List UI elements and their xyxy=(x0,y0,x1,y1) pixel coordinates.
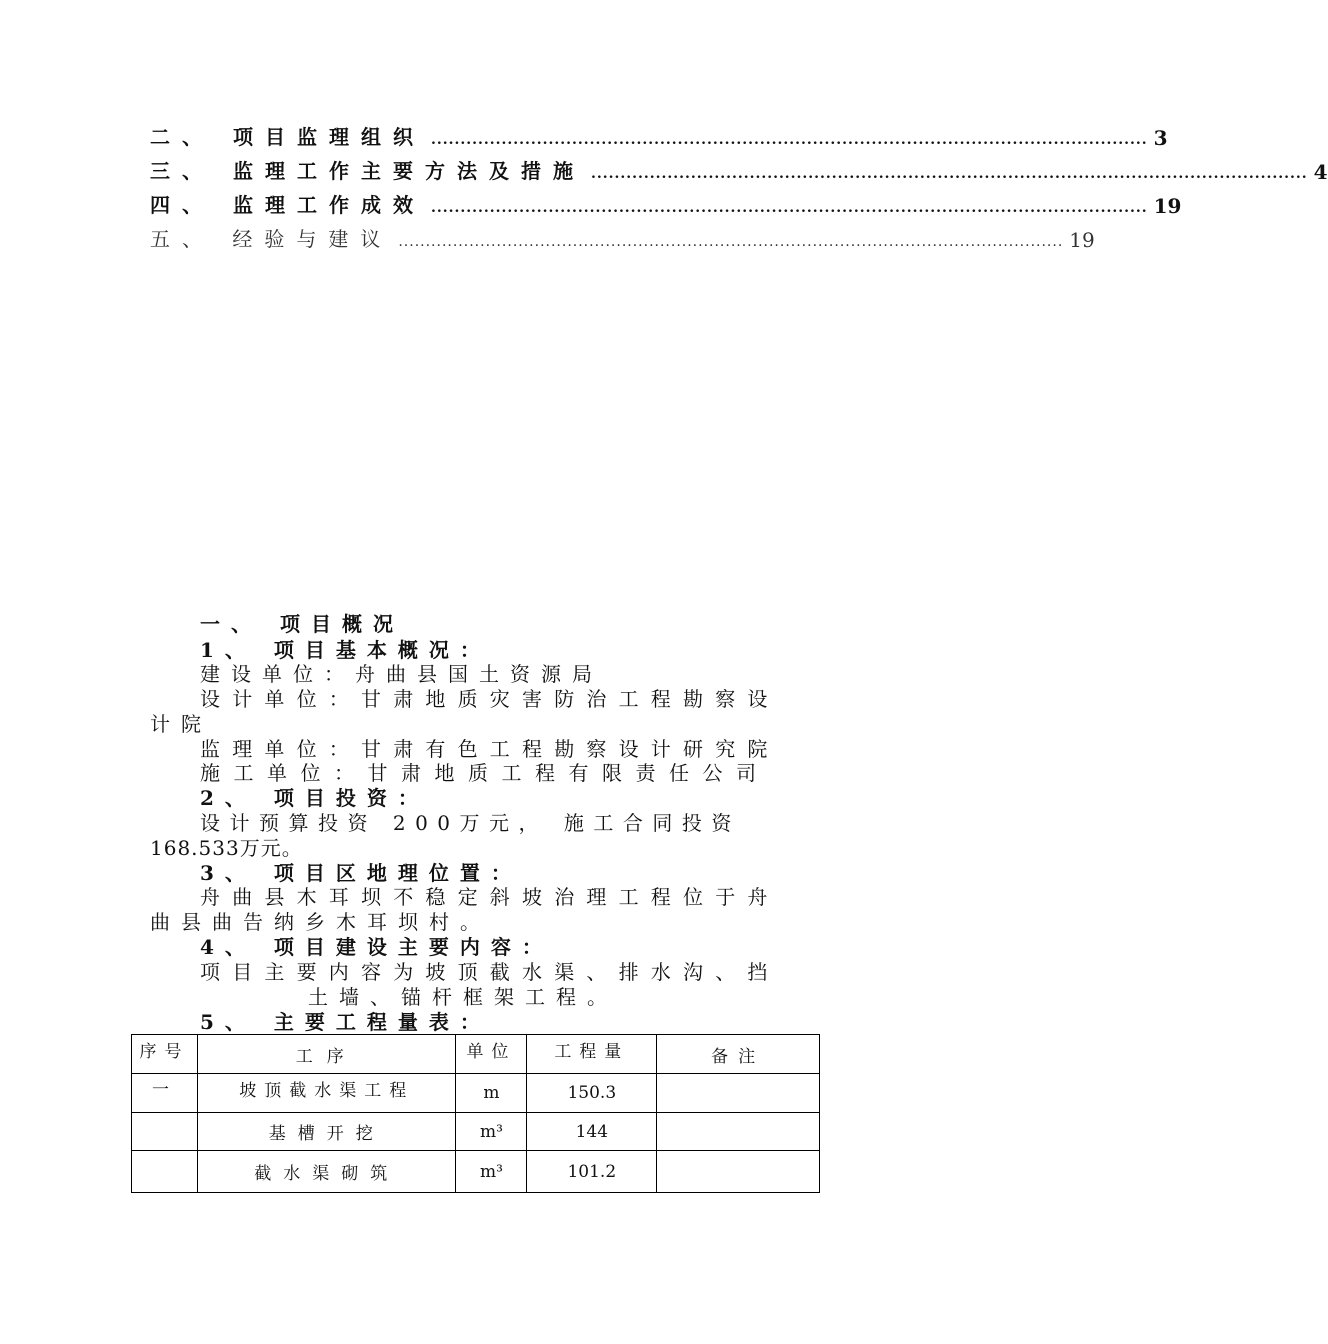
cell-quantity: 144 xyxy=(527,1113,657,1151)
toc-entry[interactable] xyxy=(150,158,1328,184)
header-cell-unit: 单位 xyxy=(456,1035,527,1074)
toc-entry-title: 二、 项目监理组织 xyxy=(150,125,425,149)
toc-entry[interactable] xyxy=(150,192,1182,218)
quantity-table xyxy=(131,1034,820,1193)
toc-entry-title: 五、 经验与建议 xyxy=(150,227,393,251)
section-title: 一、 项目概况 xyxy=(200,612,404,636)
header-cell-quantity: 工程量 xyxy=(527,1035,657,1074)
toc-leader-dots: .......................................................................................................................... xyxy=(590,166,1308,182)
design-unit-line2: 计院 xyxy=(150,712,212,736)
content-line1: 项目主要内容为坡顶截水渠、排水沟、挡 xyxy=(200,960,780,984)
toc-leader-dots: .......................................................................................................................... xyxy=(430,200,1148,216)
cell-no: 一 xyxy=(132,1074,198,1113)
cell-process: 基槽开挖 xyxy=(197,1113,456,1151)
table-header-row xyxy=(132,1035,820,1074)
toc-leader-dots: .......................................................................................................................... xyxy=(430,132,1148,148)
cell-process: 截水渠砌筑 xyxy=(197,1151,456,1193)
header-cell-process: 工序 xyxy=(197,1035,456,1074)
toc-entry-title: 三、 监理工作主要方法及措施 xyxy=(150,159,585,183)
quantity-table-heading: 5、 主要工程量表： xyxy=(200,1010,491,1034)
header-cell-no: 序号 xyxy=(132,1035,198,1074)
toc-entry-page: 4 xyxy=(1313,160,1328,184)
cell-note xyxy=(657,1151,820,1193)
table-row xyxy=(132,1113,820,1151)
content-heading: 4、 项目建设主要内容： xyxy=(200,935,553,959)
table-row xyxy=(132,1151,820,1193)
cell-quantity: 150.3 xyxy=(527,1074,657,1113)
toc-entry[interactable] xyxy=(150,124,1168,150)
table-row xyxy=(132,1074,820,1113)
toc-entry[interactable] xyxy=(150,226,1095,252)
cell-process: 坡顶截水渠工程 xyxy=(197,1074,456,1113)
toc-entry-page: 19 xyxy=(1069,228,1095,252)
cell-note xyxy=(657,1074,820,1113)
cell-unit: m³ xyxy=(456,1151,527,1193)
cell-quantity: 101.2 xyxy=(527,1151,657,1193)
investment-heading: 2、 项目投资： xyxy=(200,786,429,810)
location-line2: 曲县曲告纳乡木耳坝村。 xyxy=(150,910,491,934)
construction-unit: 建设单位：舟曲县国土资源局 xyxy=(200,662,603,686)
contractor-unit: 施工单位：甘肃地质工程有限责任公司 xyxy=(200,761,770,785)
location-line1: 舟曲县木耳坝不稳定斜坡治理工程位于舟 xyxy=(200,885,780,909)
location-heading: 3、 项目区地理位置： xyxy=(200,861,522,885)
cell-unit: m xyxy=(456,1074,527,1113)
cell-note xyxy=(657,1113,820,1151)
supervision-unit: 监理单位：甘肃有色工程勘察设计研究院 xyxy=(200,737,780,761)
basic-overview-heading: 1、 项目基本概况： xyxy=(200,638,491,662)
investment-line2: 168.533万元。 xyxy=(150,836,303,860)
header-cell-note: 备注 xyxy=(657,1035,820,1074)
cell-no xyxy=(132,1151,198,1193)
cell-no xyxy=(132,1113,198,1151)
toc-entry-title: 四、 监理工作成效 xyxy=(150,193,425,217)
cell-unit: m³ xyxy=(456,1113,527,1151)
toc-entry-page: 19 xyxy=(1153,194,1182,218)
design-unit-line1: 设计单位：甘肃地质灾害防治工程勘察设 xyxy=(200,687,780,711)
investment-line1: 设计预算投资 200万元， 施工合同投资 xyxy=(200,811,741,835)
toc-entry-page: 3 xyxy=(1153,126,1168,150)
toc-leader-dots: .......................................................................................................................... xyxy=(398,234,1064,250)
content-line2: 土墙、锚杆框架工程。 xyxy=(308,985,618,1009)
